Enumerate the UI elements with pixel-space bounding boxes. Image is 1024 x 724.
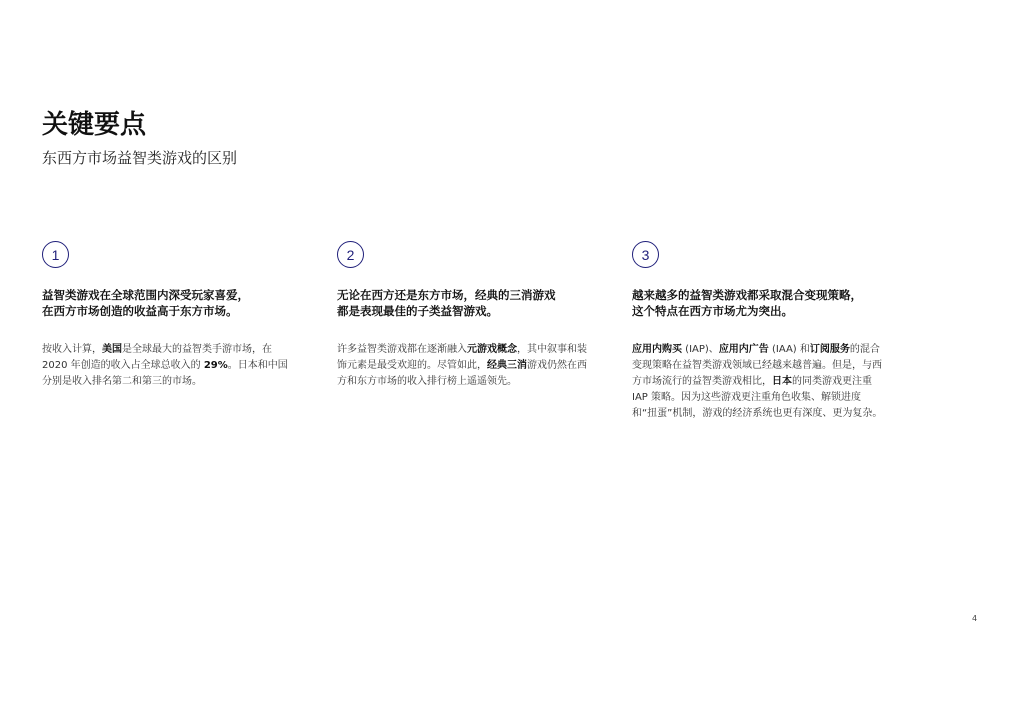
body-text-run: 是全球最大的益智类手游市场，在 2020 年创造的收入占全球总收入的	[42, 344, 272, 371]
page-title: 关键要点	[42, 110, 147, 140]
body-text-run: 游戏仍然在西方和东方市场的收入排行榜上遥遥领先。	[337, 360, 587, 387]
heading-line: 无论在西方还是东方市场，经典的三消游戏	[337, 288, 556, 302]
body-emphasis: 应用内广告	[718, 344, 769, 355]
key-point-2	[337, 241, 589, 390]
body-emphasis: 订阅服务	[809, 344, 850, 355]
heading-line: 都是表现最佳的子类益智游戏。	[337, 304, 498, 318]
number-badge-2	[337, 241, 364, 268]
body-emphasis: 元游戏概念	[467, 344, 517, 355]
body-text-run: 的同类游戏更注重 IAP 策略。因为这些游戏更注重角色收集、解锁进度和“扭蛋”机制，游戏的经济系统也更有深度、更为复杂。	[632, 376, 883, 419]
key-point-body	[337, 342, 589, 390]
key-point-1	[42, 241, 294, 390]
body-text-run: 许多益智类游戏都在逐渐融入	[337, 344, 467, 355]
body-text-run: 按收入计算，	[42, 344, 102, 355]
body-text-run: 的混合变现策略在益智类游戏领域已经越来越普遍。但是，与西方市场流行的益智类游戏相比，	[632, 344, 882, 387]
number-label: 1	[51, 246, 60, 263]
number-label: 3	[641, 246, 650, 263]
heading-line: 在西方市场创造的收益高于东方市场。	[42, 304, 238, 318]
key-point-heading	[632, 287, 884, 319]
number-badge-3	[632, 241, 659, 268]
number-badge-1	[42, 241, 69, 268]
number-label: 2	[346, 246, 355, 263]
body-text-run: (IAA) 和	[768, 344, 810, 355]
body-emphasis: 29%	[203, 360, 228, 371]
page-number: 4	[972, 614, 978, 623]
body-text-run: (IAP)、	[682, 344, 719, 355]
key-point-body	[632, 342, 884, 422]
body-text-run: 。日本和中国分别是收入排名第二和第三的市场。	[42, 360, 288, 387]
page-subtitle: 东西方市场益智类游戏的区别	[42, 149, 238, 167]
heading-line: 越来越多的益智类游戏都采取混合变现策略，	[632, 288, 862, 302]
body-emphasis: 美国	[102, 344, 122, 355]
body-emphasis: 日本	[772, 376, 792, 387]
body-emphasis: 应用内购买	[632, 344, 682, 355]
body-text-run: ，其中叙事和装饰元素是最受欢迎的。尽管如此，	[337, 344, 587, 371]
body-emphasis: 经典三消	[487, 360, 527, 371]
heading-line: 益智类游戏在全球范围内深受玩家喜爱，	[42, 288, 249, 302]
key-point-heading	[42, 287, 294, 319]
key-point-3	[632, 241, 884, 422]
key-point-heading	[337, 287, 589, 319]
key-point-body	[42, 342, 294, 390]
heading-line: 这个特点在西方市场尤为突出。	[632, 304, 793, 318]
